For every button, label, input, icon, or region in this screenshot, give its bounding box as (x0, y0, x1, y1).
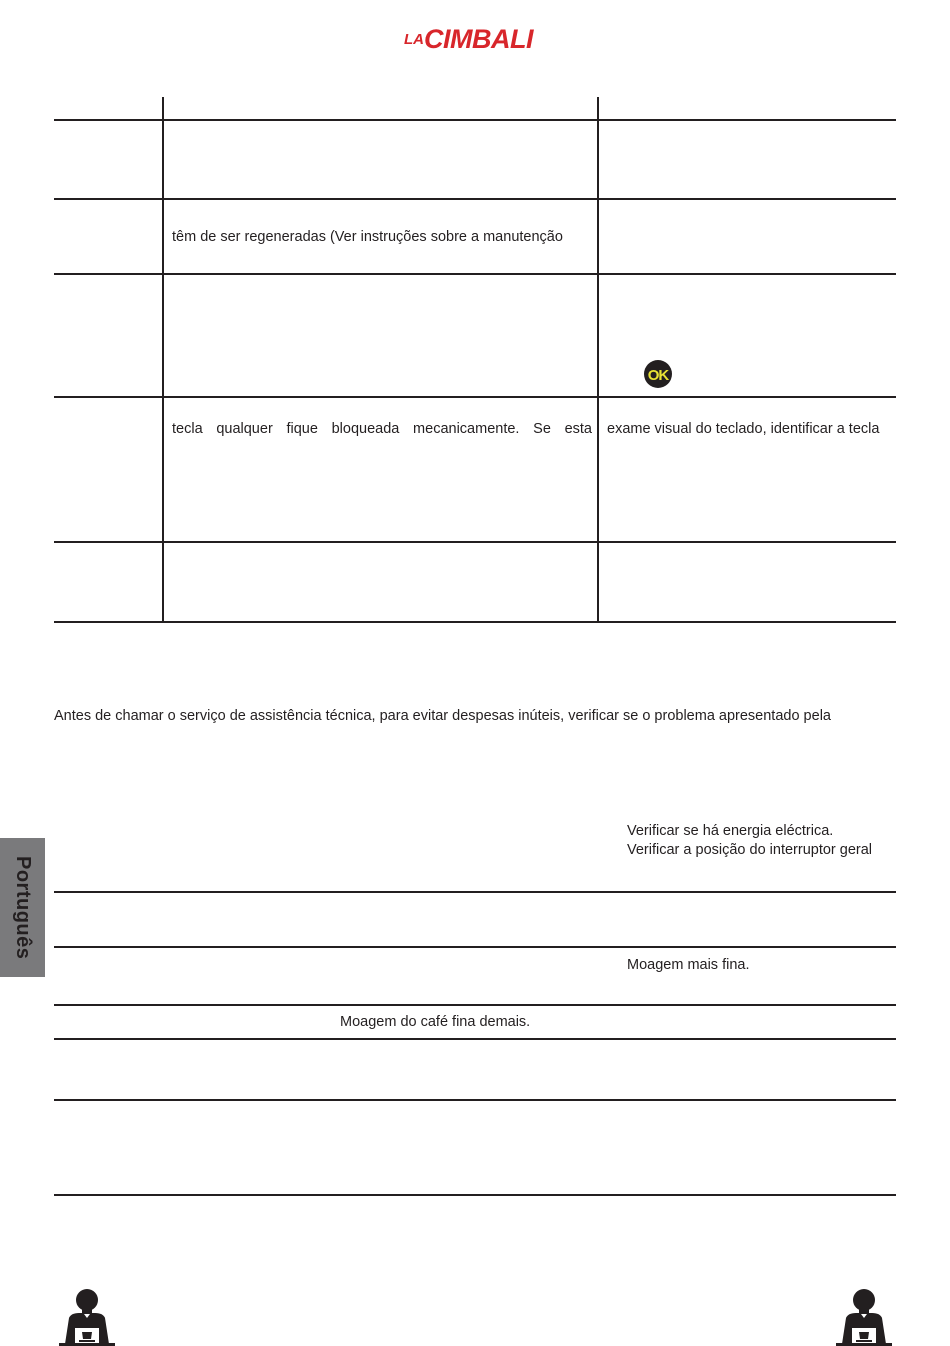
language-side-tab (0, 838, 45, 977)
table2-row4-cause: Moagem do café fina demais. (340, 1014, 531, 1030)
table2-row3-solution: Moagem mais fina. (627, 957, 750, 973)
table1-rule (54, 198, 896, 200)
svg-text:CIMBALI: CIMBALI (424, 24, 533, 54)
table1-row2-problem-text: têm de ser regeneradas (Ver instruções sobre a manutenção (172, 229, 563, 245)
table2-rule (54, 1194, 896, 1196)
table2-row1-solution-line1: Verificar se há energia eléctrica. (627, 823, 834, 839)
svg-text:OK: OK (647, 367, 669, 384)
lacimbali-logo (400, 18, 550, 60)
table2-rule (54, 1038, 896, 1040)
table1-row4-solution-text: exame visual do teclado, identificar a tecla (607, 421, 880, 437)
table1-column-divider (162, 97, 164, 622)
table1-rule (54, 541, 896, 543)
ok-button-icon (643, 359, 673, 389)
table1-row4-problem-text: tecla qualquer fique bloqueada mecanicamente. Se esta (172, 421, 592, 437)
intro-paragraph: Antes de chamar o serviço de assistência técnica, para evitar despesas inúteis, verificar se o problema apresentado pela (54, 708, 831, 724)
table2-rule (54, 1004, 896, 1006)
table2-rule (54, 1099, 896, 1101)
barista-figure-icon (832, 1288, 896, 1346)
barista-figure-icon (55, 1288, 119, 1346)
table2-rule (54, 946, 896, 948)
table2-rule (54, 891, 896, 893)
svg-text:LA: LA (404, 31, 424, 48)
table1-rule (54, 119, 896, 121)
table1-rule (54, 273, 896, 275)
table1-rule (54, 396, 896, 398)
table1-rule (54, 621, 896, 623)
language-tab-label: Português (12, 855, 34, 960)
table2-row1-solution-line2: Verificar a posição do interruptor geral (627, 842, 873, 858)
table1-column-divider (597, 97, 599, 622)
